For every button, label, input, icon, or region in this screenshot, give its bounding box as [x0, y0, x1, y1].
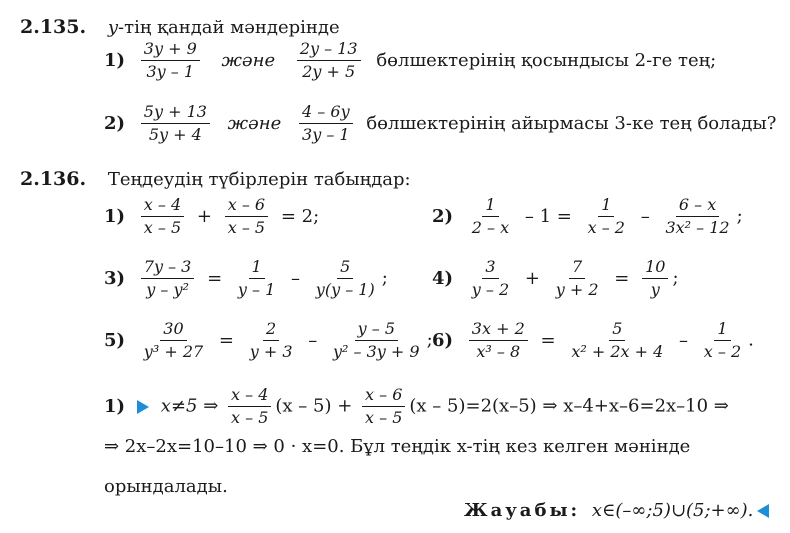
- fraction: [330, 320, 423, 361]
- numerator: 2y – 13: [297, 40, 361, 61]
- denominator: x³ – 8: [476, 342, 521, 361]
- operator: =: [207, 267, 223, 289]
- item-text: бөлшектерінің айырмасы 3-ке тең болады?: [366, 112, 777, 134]
- solution-text: (x – 5)=2(x–5) ⇒ x–4+x–6=2x–10 ⇒: [409, 395, 729, 417]
- punctuation: .: [748, 329, 754, 351]
- numerator: 3x + 2: [469, 320, 528, 341]
- item-label: 2): [432, 205, 454, 227]
- numerator: 5: [337, 258, 353, 279]
- solution-end-marker-icon: [757, 504, 769, 518]
- punctuation: ;: [672, 267, 679, 289]
- problem-number: 2.136.: [20, 168, 87, 190]
- solution-line-1: [104, 386, 729, 427]
- answer-label: Жауабы:: [464, 500, 581, 521]
- denominator: 3y – 1: [146, 62, 195, 81]
- solution-text: ⇒ 2x–2x=10–10 ⇒ 0 · x=0. Бұл теңдік x-тің кез келген мәнінде: [104, 436, 691, 457]
- operator: =: [614, 267, 630, 289]
- equation-2: [432, 196, 743, 237]
- denominator: y: [650, 280, 660, 299]
- denominator: x – 2: [587, 218, 625, 237]
- fraction: [642, 258, 668, 299]
- fraction: [662, 196, 732, 237]
- fraction: [313, 258, 378, 299]
- operator: –: [291, 267, 301, 289]
- denominator: 3y – 1: [302, 125, 350, 144]
- fraction: [469, 196, 512, 237]
- equation-5: [104, 320, 433, 361]
- problem-2-135-item-2: [104, 103, 776, 144]
- numerator: x – 6: [362, 386, 405, 407]
- numerator: 7y – 3: [141, 258, 195, 279]
- numerator: 1: [598, 196, 614, 217]
- denominator: x – 5: [143, 218, 182, 237]
- conjunction: және: [227, 112, 282, 134]
- item-label: 1): [104, 395, 126, 417]
- denominator: x – 5: [365, 408, 403, 427]
- item-label: 2): [104, 112, 126, 134]
- denominator: y² – 3y + 9: [333, 342, 420, 361]
- operator: =: [540, 329, 556, 351]
- problem-2-136-header: [20, 168, 411, 190]
- fraction: [141, 258, 195, 299]
- fraction: [141, 196, 184, 237]
- numerator: 3y + 9: [141, 40, 200, 61]
- fraction: [701, 320, 744, 361]
- item-text: бөлшектерінің қосындысы 2-ге тең;: [376, 49, 717, 71]
- fraction: [141, 103, 210, 144]
- numerator: 5: [609, 320, 625, 341]
- solution-line-3: [104, 476, 228, 497]
- fraction: [362, 386, 405, 427]
- operator: –: [308, 329, 318, 351]
- denominator: y – 1: [237, 280, 276, 299]
- denominator: y – 2: [471, 280, 510, 299]
- numerator: 10: [642, 258, 668, 279]
- denominator: 3x² – 12: [665, 218, 730, 237]
- equation-4: [432, 258, 679, 299]
- solution-text: (x – 5) +: [275, 395, 353, 417]
- equation-1: [104, 196, 322, 237]
- denominator: y – y²: [146, 280, 189, 299]
- problem-2-135-item-1: [104, 40, 716, 81]
- denominator: y + 3: [249, 342, 293, 361]
- fraction: [141, 320, 206, 361]
- fraction: [469, 320, 528, 361]
- item-label: 6): [432, 329, 454, 351]
- equation-3: [104, 258, 388, 299]
- operator: – 1 =: [524, 205, 572, 227]
- item-label: 1): [104, 49, 126, 71]
- equation-6: [432, 320, 754, 361]
- numerator: 1: [714, 320, 730, 341]
- punctuation: ;: [736, 205, 743, 227]
- numerator: 4 – 6y: [299, 103, 353, 124]
- numerator: 3: [482, 258, 498, 279]
- numerator: 5y + 13: [141, 103, 210, 124]
- numerator: 7: [569, 258, 585, 279]
- denominator: 2 – x: [471, 218, 510, 237]
- solution-text: орындалады.: [104, 476, 228, 497]
- conjunction: және: [221, 49, 276, 71]
- denominator: y(y – 1): [315, 280, 375, 299]
- item-label: 1): [104, 205, 126, 227]
- solution-condition: x≠5 ⇒: [160, 395, 219, 417]
- problem-number: 2.135.: [20, 16, 87, 38]
- operator: +: [196, 205, 212, 227]
- numerator: 1: [482, 196, 498, 217]
- fraction: [553, 258, 602, 299]
- denominator: y³ + 27: [143, 342, 204, 361]
- fraction: [228, 386, 271, 427]
- fraction: [141, 40, 200, 81]
- numerator: x – 4: [141, 196, 184, 217]
- operator: –: [640, 205, 650, 227]
- equation-rhs: = 2;: [280, 205, 320, 227]
- denominator: 2y + 5: [302, 62, 356, 81]
- answer-value: x∈(–∞;5)∪(5;+∞).: [591, 500, 754, 521]
- numerator: x – 6: [225, 196, 268, 217]
- denominator: x² + 2x + 4: [571, 342, 664, 361]
- numerator: 30: [160, 320, 186, 341]
- operator: –: [679, 329, 689, 351]
- denominator: y + 2: [555, 280, 599, 299]
- numerator: 2: [263, 320, 279, 341]
- denominator: x – 2: [703, 342, 742, 361]
- fraction: [469, 258, 512, 299]
- fraction: [247, 320, 296, 361]
- solution-line-2: [104, 436, 690, 457]
- numerator: 6 – x: [676, 196, 719, 217]
- item-label: 5): [104, 329, 126, 351]
- answer-line: [464, 500, 773, 521]
- numerator: x – 4: [228, 386, 271, 407]
- punctuation: ;: [381, 267, 388, 289]
- fraction: [568, 320, 666, 361]
- item-label: 3): [104, 267, 126, 289]
- fraction: [299, 103, 353, 144]
- problem-intro: Теңдеудің түбірлерін табыңдар:: [107, 169, 411, 190]
- problem-2-135-header: [20, 16, 340, 38]
- fraction: [225, 196, 268, 237]
- fraction: [235, 258, 278, 299]
- item-label: 4): [432, 267, 454, 289]
- denominator: x – 5: [231, 408, 269, 427]
- problem-intro: -тің қандай мәндерінде: [118, 17, 340, 38]
- numerator: y – 5: [355, 320, 398, 341]
- numerator: 1: [249, 258, 265, 279]
- denominator: 5y + 4: [148, 125, 202, 144]
- operator: +: [524, 267, 540, 289]
- variable: y: [107, 17, 119, 38]
- punctuation: ;: [426, 329, 433, 351]
- fraction: [297, 40, 361, 81]
- solution-start-marker-icon: [137, 400, 149, 414]
- denominator: x – 5: [227, 218, 266, 237]
- operator: =: [218, 329, 234, 351]
- fraction: [585, 196, 628, 237]
